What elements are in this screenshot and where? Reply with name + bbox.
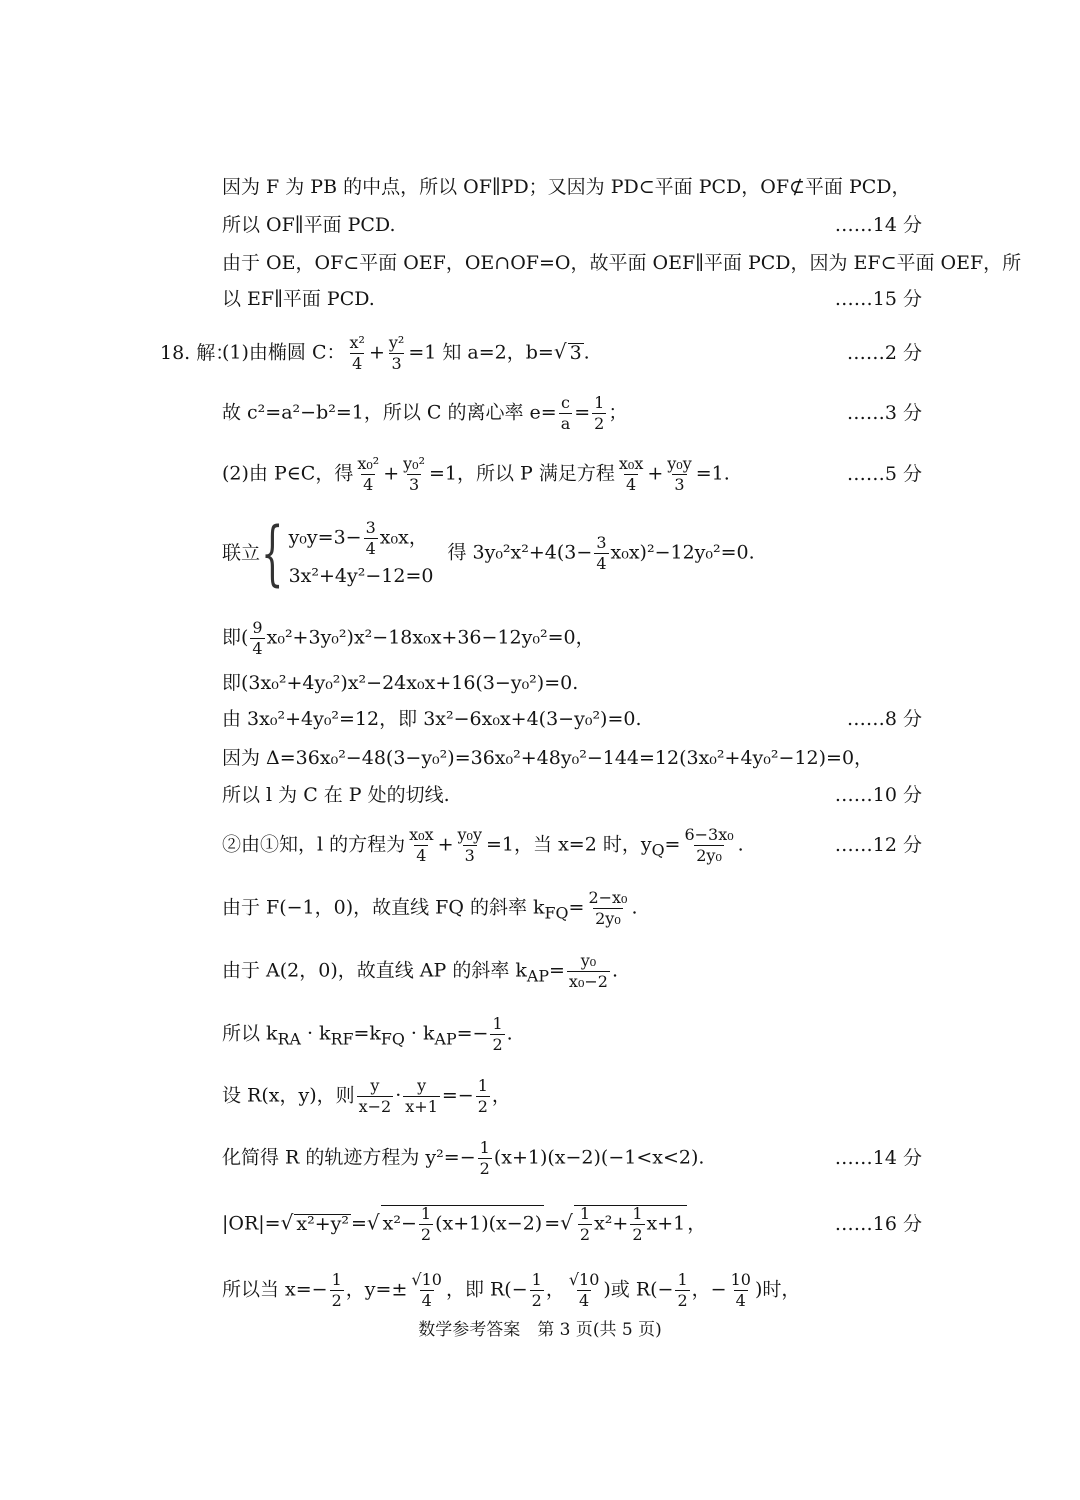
q18-step-5: 所以 l 为 C 在 P 处的切线. ……10 分 — [222, 784, 922, 806]
q18-system: 联立 { y₀y=3− $\frac{3}{4}$ x₀x， 3x²+4y²−12=0 得 3y₀²x²+4(3− $\frac{3}{4}$ x₀x)²−12y₀²=0. — [222, 512, 755, 594]
fraction: $\frac{y}{x+1}$ — [405, 1076, 438, 1116]
fraction: $\frac{\text{y₀y}}{3}$ — [457, 825, 483, 865]
fraction: $\frac{1}{2}$ — [677, 1270, 688, 1310]
score-marker: ……15 分 — [834, 288, 922, 310]
fraction: $\frac{\text{y₀}}{\text{x₀−2}}$ — [568, 951, 608, 991]
fraction: $\frac{c}{a}$ — [560, 393, 571, 433]
score-marker: ……16 分 — [834, 1212, 922, 1235]
text-line-2: 所以 OF∥平面 PCD. ……14 分 — [222, 214, 922, 236]
fraction: $\frac{1}{2}$ — [479, 1138, 490, 1178]
text-line-1: 因为 F 为 PB 的中点，所以 OF∥PD；又因为 PD⊂平面 PCD，OF⊄平面 PCD， — [222, 176, 911, 198]
fraction: $\frac{1}{2}$ — [579, 1204, 591, 1244]
fraction: $\frac{3}{4}$ — [365, 518, 376, 558]
q18-slope-ap: 由于 A(2，0)，故直线 AP 的斜率 $k_{AP}=$ $\frac{\text{y₀}}{\text{x₀−2}}$ . — [222, 951, 618, 991]
fraction: $\frac{√10}{4}$ — [568, 1270, 600, 1310]
fraction: $\frac{\text{y₀²}}{3}$ — [403, 454, 425, 494]
fraction: $\frac{\text{y²}}{3}$ — [388, 333, 405, 373]
page-footer: 数学参考答案 第 3 页(共 5 页) — [418, 1320, 662, 1340]
q18-step-3: 由 3x₀²+4y₀²=12，即 3x²−6x₀x+4(3−y₀²)=0. ……8 分 — [222, 708, 922, 730]
equation-system: { y₀y=3− $\frac{3}{4}$ x₀x， 3x²+4y²−12=0 — [261, 512, 434, 594]
q18-eccentricity: 故 c²=a²−b²=1，所以 C 的离心率 e= $\frac{c}{a}$ = $\frac{1}{2}$ ； ……3 分 — [222, 393, 922, 433]
q18-step-4: 因为 Δ=36x₀²−48(3−y₀²)=36x₀²+48y₀²−144=12(3x₀²+4y₀²−12)=0， — [222, 747, 874, 769]
score-marker: ……8 分 — [846, 708, 922, 730]
q18-distance: |OR|=√ x²+y² =√ x²− $\frac{1}{2}$ (x+1)(x−2) =√ $\frac{1}{2}$ x²+ $\frac{1}{2}$ x+1 ， ……16 分 — [222, 1204, 922, 1244]
q18-set-r: 设 R(x，y)，则 $\frac{y}{x-2}$ · $\frac{y}{x+1}$ =− $\frac{1}{2}$ ， — [222, 1076, 511, 1116]
fraction: $\frac{√10}{4}$ — [411, 1270, 442, 1310]
fraction: $\frac{1}{2}$ — [492, 1014, 503, 1054]
fraction: $\frac{1}{2}$ — [632, 1204, 643, 1244]
fraction: $\frac{1}{2}$ — [477, 1076, 488, 1116]
score-marker: ……3 分 — [846, 402, 922, 424]
fraction: $\frac{y}{x-2}$ — [358, 1076, 392, 1116]
q18-conclusion: 所以当 x=− $\frac{1}{2}$ ，y=± $\frac{√10}{4}$ ，即 R(− $\frac{1}{2}$ ， $\frac{√10}{4}$ )或 R(− $\frac{1}{2}$ ，− $\frac{10}{4}$ )时， — [222, 1270, 801, 1310]
score-marker: ……2 分 — [846, 342, 922, 364]
q18-step-2: 即(3x₀²+4y₀²)x²−24x₀x+16(3−y₀²)=0. — [222, 672, 579, 694]
fraction: $\frac{10}{4}$ — [730, 1270, 751, 1310]
score-marker: ……14 分 — [834, 1147, 922, 1169]
score-marker: ……12 分 — [834, 834, 922, 856]
fraction: $\frac{9}{4}$ — [252, 618, 263, 658]
fraction: $\frac{\text{6−3x₀}}{\text{2y₀}}$ — [684, 825, 734, 865]
text-line-3: 由于 OE，OF⊂平面 OEF，OE∩OF=O，故平面 OEF∥平面 PCD，因为 EF⊂平面 OEF，所 — [222, 252, 1022, 274]
q18-locus: 化简得 R 的轨迹方程为 y²=− $\frac{1}{2}$ (x+1)(x−2)(−1<x<2). ……14 分 — [222, 1138, 922, 1178]
fraction: $\frac{1}{2}$ — [420, 1204, 432, 1244]
score-marker: ……5 分 — [846, 463, 922, 485]
q18-slope-fq: 由于 F(−1，0)，故直线 FQ 的斜率 $k_{FQ}=$ $\frac{\text{2−x₀}}{\text{2y₀}}$ . — [222, 888, 638, 928]
fraction: $\frac{\text{2−x₀}}{\text{2y₀}}$ — [588, 888, 628, 928]
score-marker: ……10 分 — [834, 784, 922, 806]
fraction: $\frac{\text{y₀y}}{3}$ — [667, 454, 692, 494]
q18-step-1: 即( $\frac{9}{4}$ x₀²+3y₀²)x²−18x₀x+36−12y₀²=0， — [222, 618, 595, 658]
fraction: $\frac{\text{x₀²}}{4}$ — [357, 454, 380, 494]
fraction: $\frac{\text{x₀x}}{4}$ — [618, 454, 644, 494]
fraction: $\frac{1}{2}$ — [594, 393, 605, 433]
fraction: $\frac{\text{x₀x}}{4}$ — [409, 825, 434, 865]
question-number: 18. 解： — [160, 341, 235, 364]
brace-icon: { — [261, 512, 284, 594]
q18-part2: (2)由 P∈C，得 $\frac{\text{x₀²}}{4}$ + $\frac{\text{y₀²}}{3}$ =1，所以 P 满足方程 $\frac{\text{x₀x}}{4}$ + $\frac{\text{y₀y}}{3}$ =1. ……5 分 — [222, 454, 922, 494]
q18-slope-product: 所以 $k_{RA} \cdot k_{RF}=k_{FQ} \cdot k_{AP}=-$ $\frac{1}{2}$ . — [222, 1014, 513, 1054]
q18-tangent-line: ②由①知，l 的方程为 $\frac{\text{x₀x}}{4}$ + $\frac{\text{y₀y}}{3}$ =1，当 x=2 时，$y_Q=$ $\frac{\text{6−3x₀}}{\text{2y₀}}$ . ……12 分 — [222, 825, 922, 865]
q18-part1: 18. 解：(1)由椭圆 C： $\frac{\text{x²}}{4}$ + $\frac{\text{y²}}{3}$ =1 知 a=2，b=√ 3 . ……2 分 — [160, 333, 922, 373]
score-marker: ……14 分 — [834, 214, 922, 236]
fraction: $\frac{1}{2}$ — [531, 1270, 542, 1310]
text-line-4: 以 EF∥平面 PCD. ……15 分 — [222, 288, 922, 310]
fraction: $\frac{1}{2}$ — [331, 1270, 342, 1310]
fraction: $\frac{\text{x²}}{4}$ — [349, 333, 365, 373]
fraction: $\frac{3}{4}$ — [596, 532, 607, 573]
